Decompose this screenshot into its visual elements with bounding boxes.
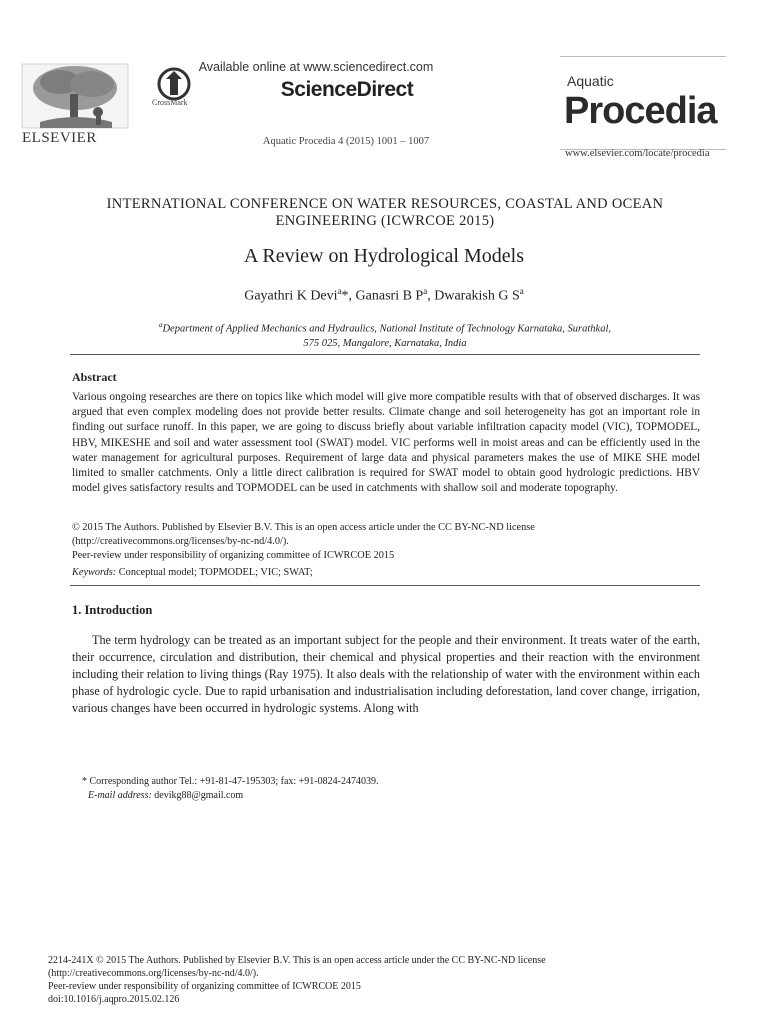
abstract-heading: Abstract bbox=[72, 370, 117, 384]
conference-name: INTERNATIONAL CONFERENCE ON WATER RESOURCES, COASTAL AND OCEAN ENGINEERING (ICWRCOE 2015) bbox=[106, 196, 664, 229]
affiliation-mark: a bbox=[158, 321, 163, 329]
author-list: Gayathri K Devi$^a$*, Ganasri B $P^a$, Dwarakish G $S^a$ bbox=[244, 286, 524, 304]
abstract-copyright: © 2015 The Authors. Published by Elsevier B.V. This is an open access article under the CC BY-NC-ND license bbox=[72, 522, 535, 533]
license-link[interactable]: (http://creativecommons.org/licenses/by-nc-nd/4.0/). bbox=[72, 536, 289, 547]
author-name: Dwarakish G S bbox=[434, 288, 520, 304]
author-name: Ganasri B P bbox=[355, 288, 424, 304]
journal-url[interactable]: www.elsevier.com/locate/procedia bbox=[565, 148, 710, 159]
author-affil-mark: a bbox=[519, 286, 524, 296]
article-title: A Review on Hydrological Models bbox=[244, 245, 524, 267]
corresponding-mark: * bbox=[341, 288, 349, 304]
publisher-name: ELSEVIER bbox=[22, 130, 97, 146]
author-affil-mark: a bbox=[337, 286, 342, 296]
abstract-text: Various ongoing researches are there on topics like which model will give more compatible results with that of observed discharges. It was argued that even complex modeling does not provide better results. Climate change and soil heterogeneity has got an important role in finding out surface runoff. In this paper, we are going to discuss briefly about variable infiltration capacity model (VIC), TOPMODEL, HBV, MIKESHE and soil and water assessment tool (SWAT) model. VIC performs well in moist areas and can be efficiently used in the water management for agricultural purposes. Requirement of large data and physical parameters makes the use of MIKE SHE model limited to smaller catchments. Only a little direct calibration is required for SWAT model to obtain good hydrologic predictions. HBV model gives satisfactory results and TOPMODEL can be used in catchments with shallow soil and moderate topography. bbox=[72, 391, 700, 495]
keywords-list: Conceptual model; TOPMODEL; VIC; SWAT; bbox=[116, 567, 313, 578]
journal-citation: Aquatic Procedia 4 (2015) 1001 – 1007 bbox=[262, 136, 430, 147]
email-note bbox=[88, 789, 708, 802]
footer-issn-license: 2214-241X © 2015 The Authors. Published by Elsevier B.V. This is an open access article under the CC BY-NC-ND license bbox=[48, 955, 546, 966]
divider bbox=[70, 354, 700, 355]
keywords bbox=[72, 566, 700, 581]
author-affil-mark: a bbox=[423, 286, 428, 296]
available-online-text: Available online at www.sciencedirect.com bbox=[198, 60, 434, 74]
author-name: Gayathri K Devi bbox=[244, 288, 338, 304]
section-heading: 1. Introduction bbox=[72, 603, 153, 617]
footer-peer-review: Peer-review under responsibility of organizing committee of ICWRCOE 2015 bbox=[48, 981, 361, 992]
footer-doi[interactable]: doi:10.1016/j.aqpro.2015.02.126 bbox=[48, 994, 180, 1005]
introduction-paragraph: The term hydrology can be treated as an important subject for the people and their environment. It treats water of the earth, their occurrence, circulation and distribution, their chemical and physical properties and their reaction with the environment including their relation to living things (Ray 1975). It also deals with the relationship of water with the environment within each phase of hydrologic cycle. Due to rapid urbanisation and industrialisation including deforestation, land cover change, irrigation, various changes have been occurred in hydrologic systems. Along with bbox=[72, 633, 700, 715]
crossmark-label: CrossMark bbox=[152, 98, 188, 107]
divider bbox=[70, 585, 700, 586]
peer-review-note: Peer-review under responsibility of organizing committee of ICWRCOE 2015 bbox=[72, 550, 395, 561]
sciencedirect-logo: ScienceDirect bbox=[280, 78, 414, 101]
email-label: E-mail address: bbox=[88, 790, 152, 801]
email-address[interactable]: devikg88@gmail.com bbox=[151, 790, 244, 801]
footer-license-link[interactable]: (http://creativecommons.org/licenses/by-nc-nd/4.0/). bbox=[48, 968, 259, 979]
journal-name-big: Procedia bbox=[564, 90, 717, 132]
corresponding-author-note: * Corresponding author Tel.: +91-81-47-195303; fax: +91-0824-2474039. bbox=[82, 776, 379, 787]
journal-name-small: Aquatic bbox=[567, 73, 614, 89]
keywords-label: Keywords: bbox=[72, 567, 117, 578]
affiliation: $^a$Department of Applied Mechanics and Hydraulics, National Institute of Technology Karnataka, Surathkal, 575 025, Mangalore, Karnataka, India bbox=[158, 321, 612, 349]
